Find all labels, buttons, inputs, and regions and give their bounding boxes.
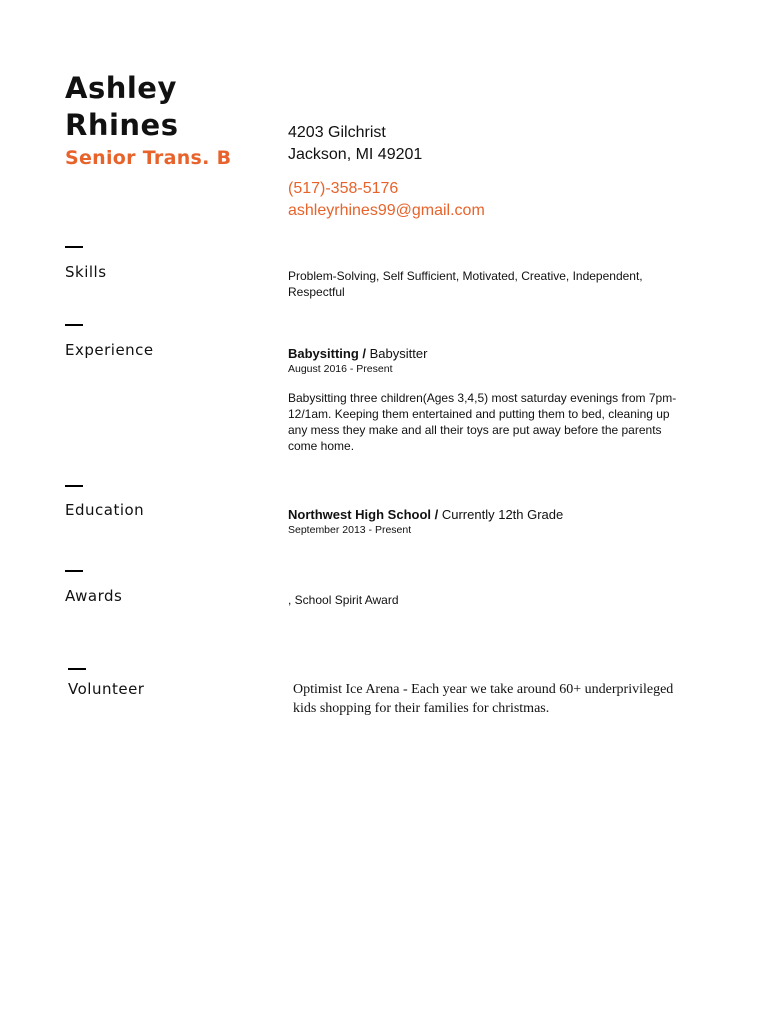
education-divider bbox=[65, 485, 83, 487]
skills-divider bbox=[65, 246, 83, 248]
address-line-2: Jackson, MI 49201 bbox=[288, 146, 423, 163]
resume-name bbox=[65, 70, 179, 144]
experience-description: Babysitting three children(Ages 3,4,5) most saturday evenings from 7pm-12/1am. Keeping them entertained and putting them to bed, cleaning up any mess they make and all their toys are put away before the parents come home. bbox=[288, 391, 677, 453]
experience-divider bbox=[65, 324, 83, 326]
volunteer-text: Optimist Ice Arena - Each year we take around 60+ underprivileged kids shopping for their families for christmas. bbox=[293, 682, 674, 716]
contact-block bbox=[288, 178, 485, 222]
first-name: Ashley bbox=[65, 71, 177, 105]
resume-subtitle: Senior Trans. B bbox=[65, 147, 232, 169]
skills-heading: Skills bbox=[65, 263, 107, 281]
volunteer-heading: Volunteer bbox=[68, 680, 145, 698]
experience-role: Babysitter bbox=[369, 346, 428, 361]
experience-heading: Experience bbox=[65, 341, 154, 359]
skills-text: Problem-Solving, Self Sufficient, Motivated, Creative, Independent, Respectful bbox=[288, 269, 643, 299]
education-heading: Education bbox=[65, 501, 145, 519]
phone-number: (517)-358-5176 bbox=[288, 180, 399, 197]
experience-title bbox=[288, 345, 427, 363]
experience-company: Babysitting / bbox=[288, 346, 367, 361]
awards-text: , School Spirit Award bbox=[288, 593, 399, 607]
volunteer-divider bbox=[68, 668, 86, 670]
education-title bbox=[288, 506, 563, 524]
last-name: Rhines bbox=[65, 108, 179, 142]
address-block bbox=[288, 122, 422, 166]
education-grade: Currently 12th Grade bbox=[441, 507, 564, 522]
address-line-1: 4203 Gilchrist bbox=[288, 124, 386, 141]
email-address: ashleyrhines99@gmail.com bbox=[288, 202, 485, 219]
awards-heading: Awards bbox=[65, 587, 123, 605]
education-school: Northwest High School / bbox=[288, 507, 439, 522]
awards-divider bbox=[65, 570, 83, 572]
education-dates: September 2013 - Present bbox=[288, 524, 412, 536]
experience-dates: August 2016 - Present bbox=[288, 363, 393, 375]
